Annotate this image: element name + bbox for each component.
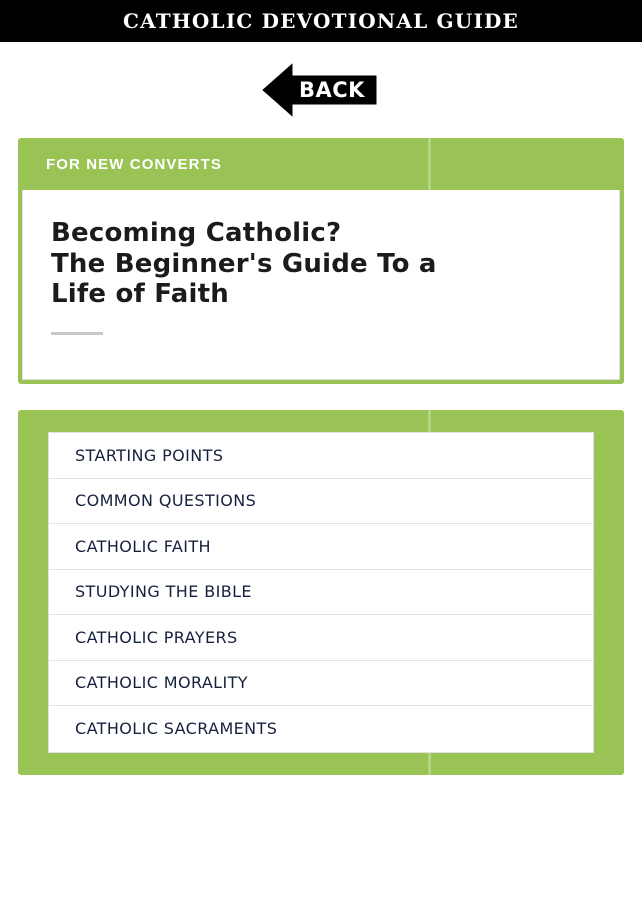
app-header bbox=[0, 0, 642, 42]
menu-list bbox=[48, 432, 594, 753]
list-item[interactable]: CATHOLIC MORALITY bbox=[49, 661, 593, 707]
back-button-label: BACK bbox=[299, 78, 365, 102]
list-item[interactable]: CATHOLIC FAITH bbox=[49, 524, 593, 570]
featured-title-line-1: Becoming Catholic? bbox=[51, 218, 342, 248]
featured-card-body bbox=[22, 190, 620, 380]
list-item[interactable]: COMMON QUESTIONS bbox=[49, 479, 593, 525]
menu-card bbox=[18, 410, 624, 775]
list-item[interactable]: STUDYING THE BIBLE bbox=[49, 570, 593, 616]
back-arrow-icon bbox=[256, 56, 386, 124]
featured-card-kicker: FOR NEW CONVERTS bbox=[46, 155, 222, 173]
list-item[interactable]: CATHOLIC PRAYERS bbox=[49, 615, 593, 661]
list-item[interactable]: CATHOLIC SACRAMENTS bbox=[49, 706, 593, 752]
back-button[interactable] bbox=[256, 56, 386, 124]
featured-title-line-2: The Beginner's Guide To a bbox=[51, 248, 437, 279]
header-divider bbox=[428, 138, 431, 190]
featured-title-line-3: Life of Faith bbox=[51, 279, 229, 310]
bottom-spacer bbox=[18, 775, 624, 799]
featured-card-header bbox=[18, 138, 624, 190]
featured-article-title bbox=[51, 218, 591, 310]
title-underline-rule bbox=[51, 332, 103, 335]
content-area bbox=[18, 138, 624, 799]
list-item[interactable]: STARTING POINTS bbox=[49, 433, 593, 479]
featured-article-card[interactable] bbox=[18, 138, 624, 384]
page-title: CATHOLIC DEVOTIONAL GUIDE bbox=[123, 9, 519, 33]
back-button-area bbox=[0, 42, 642, 138]
